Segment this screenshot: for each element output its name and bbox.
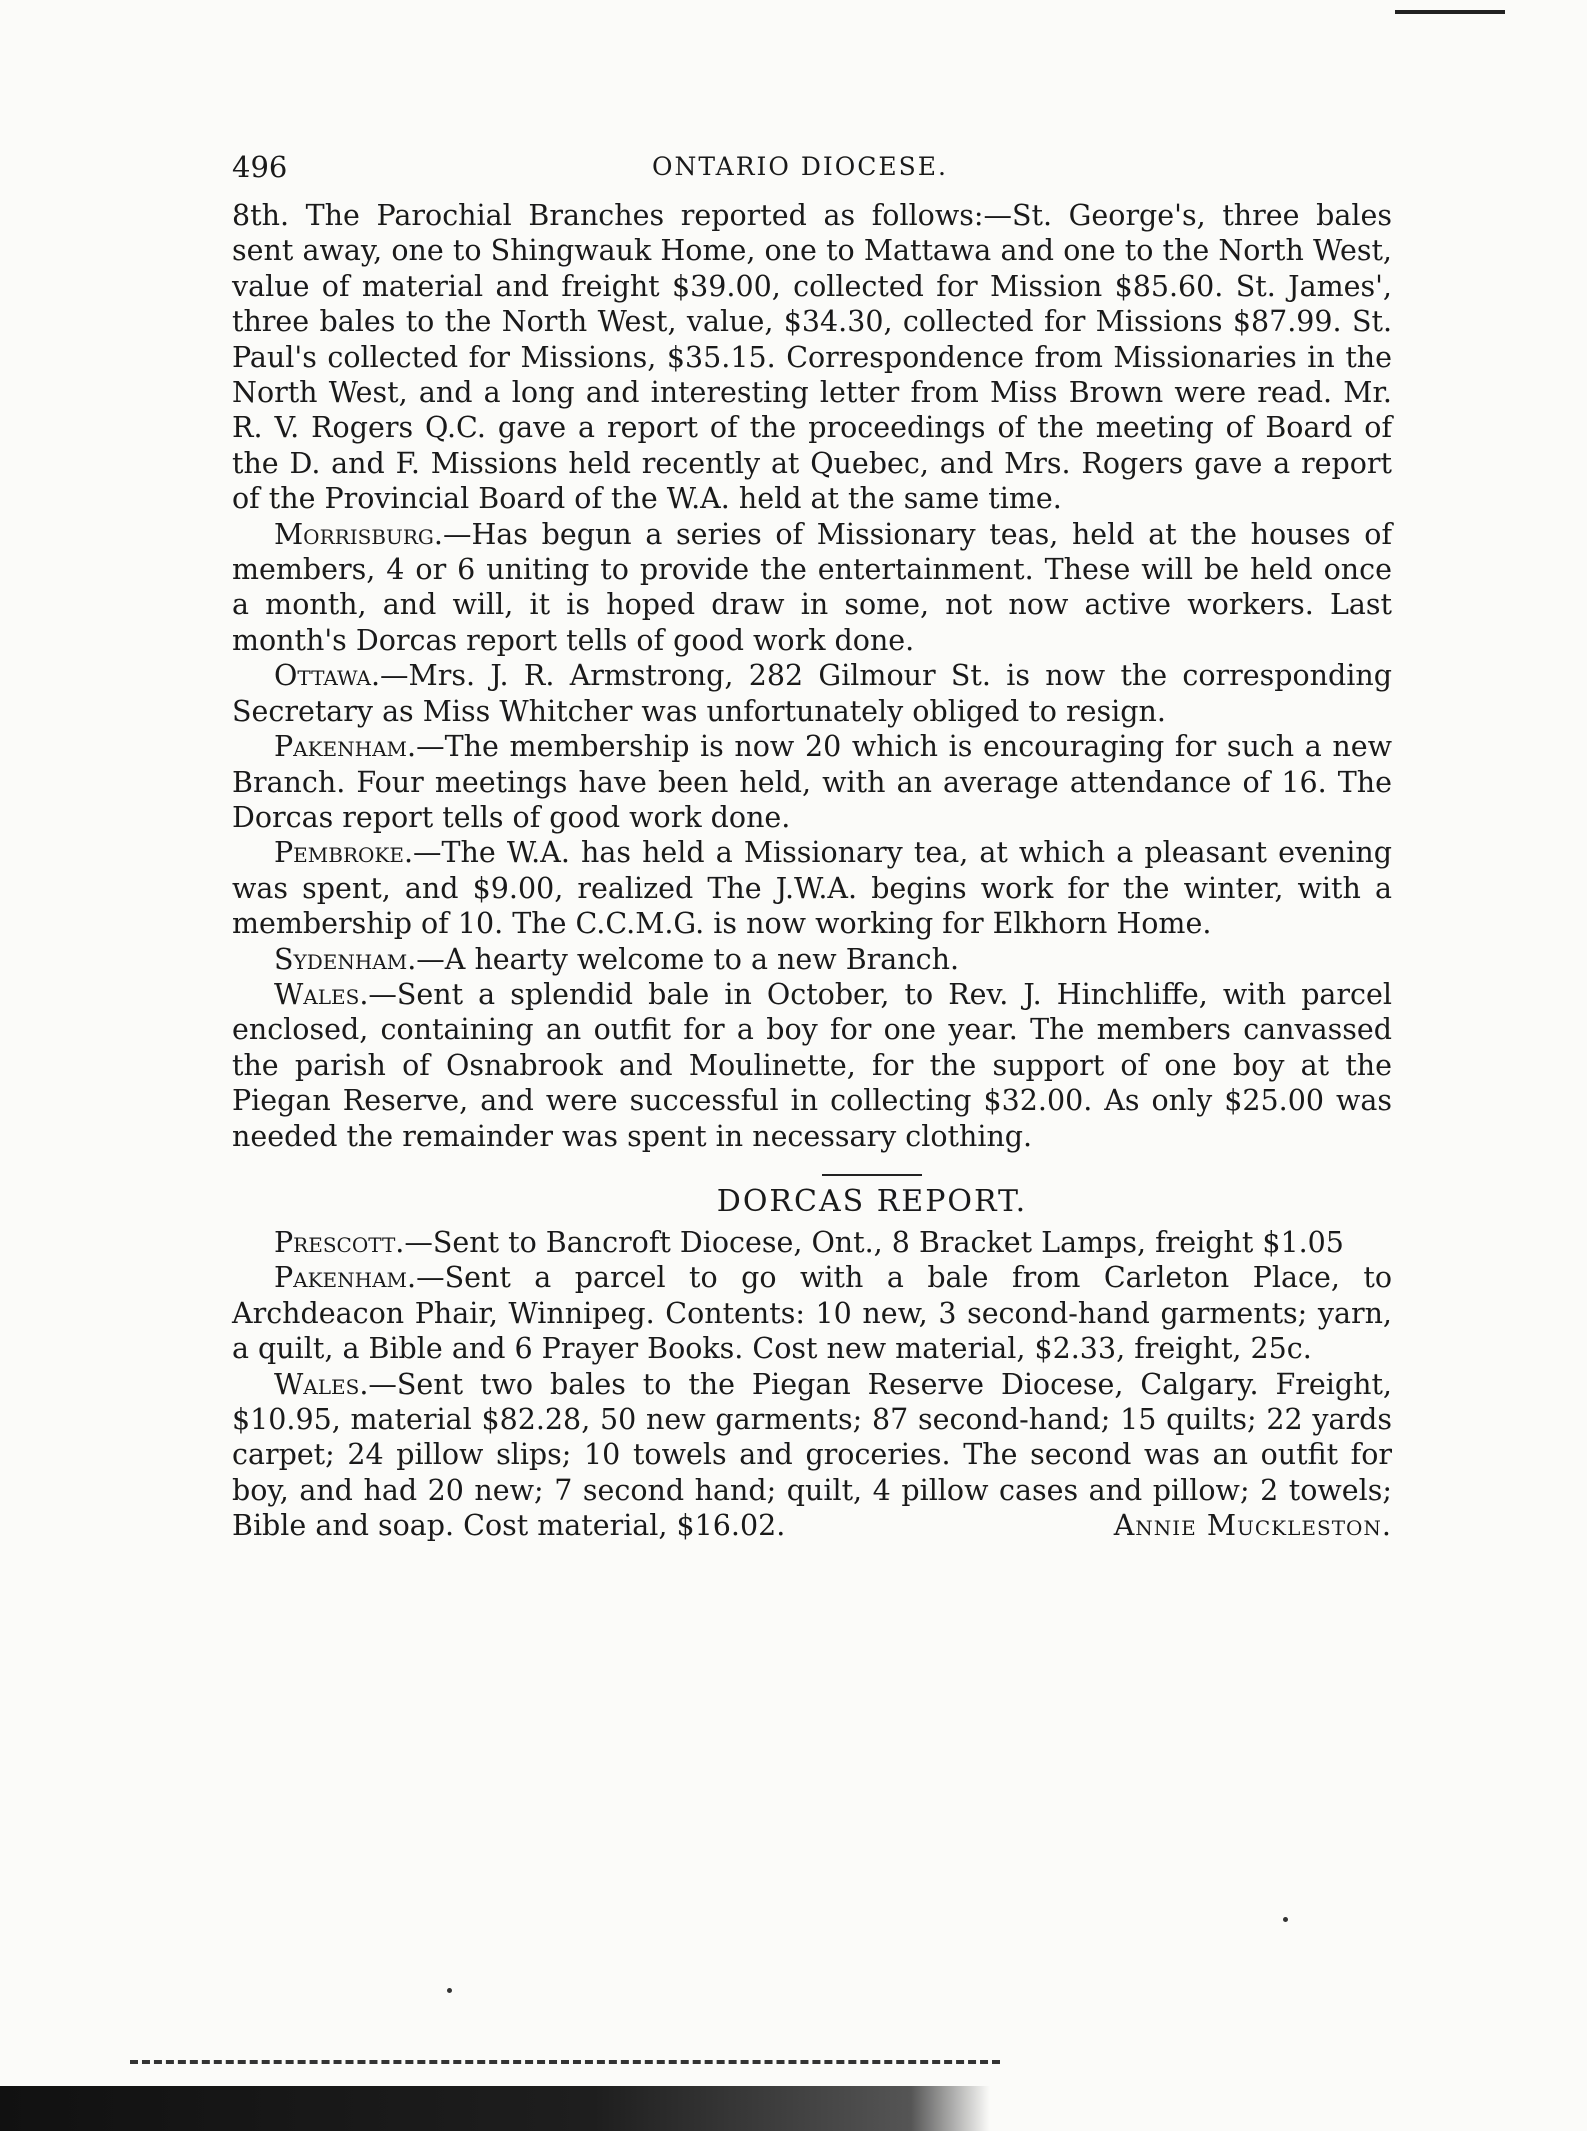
signature: Annie Muckleston. <box>1113 1509 1392 1543</box>
paragraph-morrisburg <box>232 517 1392 659</box>
page-header <box>232 150 1392 198</box>
paragraph-ottawa <box>232 658 1392 729</box>
dorcas-name-pakenham: Pakenham. <box>274 1261 417 1295</box>
branch-name-pembroke: Pembroke. <box>274 836 414 870</box>
dorcas-text-prescott: —Sent to Bancroft Diocese, Ont., 8 Bracket Lamps, freight $1.05 <box>404 1225 1344 1259</box>
branch-text-pakenham: —The membership is now 20 which is encouraging for such a new Branch. Four meetings have been held, with an average attendance of 16. The Dorcas report tells of good work done. <box>232 730 1392 834</box>
section-title-dorcas-report: DORCAS REPORT. <box>716 1183 1028 1219</box>
branch-name-wales: Wales. <box>274 977 369 1011</box>
paragraph-sydenham <box>232 942 1392 977</box>
top-rule <box>1395 10 1505 14</box>
branch-text-wales: —Sent a splendid bale in October, to Rev. J. Hinchliffe, with parcel enclosed, containing an outfit for a boy for one year. The members canvassed the parish of Osnabrook and Moulinette, for the support of one boy at the Piegan Reserve, and were successful in collecting $32.00. As only $25.00 was needed the remainder was spent in necessary clothing. <box>232 977 1392 1153</box>
branch-text-morrisburg: —Has begun a series of Missionary teas, held at the houses of members, 4 or 6 uniting to provide the entertainment. These will be held once a month, and will, it is hoped draw in some, not now active workers. Last month's Dorcas report tells of good work done. <box>232 517 1392 657</box>
paragraph-pembroke <box>232 835 1392 941</box>
scan-edge-dashes <box>130 2060 1000 2064</box>
branch-text-sydenham: —A hearty welcome to a new Branch. <box>416 942 960 976</box>
dorcas-paragraph-wales <box>232 1367 1392 1544</box>
branch-text-ottawa: —Mrs. J. R. Armstrong, 282 Gilmour St. is now the corresponding Secretary as Miss Whitcher was unfortunately obliged to resign. <box>232 659 1392 728</box>
section-divider <box>822 1174 922 1176</box>
branch-name-ottawa: Ottawa. <box>274 659 381 693</box>
branch-name-pakenham: Pakenham. <box>274 730 417 764</box>
paragraph-wales <box>232 977 1392 1154</box>
dorcas-name-wales: Wales. <box>274 1367 369 1401</box>
paragraph-parochial-branches: 8th. The Parochial Branches reported as follows:—St. George's, three bales sent away, one to Shingwauk Home, one to Mattawa and one to the North West, value of material and freight $39.00, collected for Mission $85.60. St. James', three bales to the North West, value, $34.30, collected for Missions $87.99. St. Paul's collected for Missions, $35.15. Correspondence from Missionaries in the North West, and a long and interesting letter from Miss Brown were read. Mr. R. V. Rogers Q.C. gave a report of the proceedings of the meeting of Board of the D. and F. Missions held recently at Quebec, and Mrs. Rogers gave a report of the Provincial Board of the W.A. held at the same time. <box>232 199 1392 516</box>
dorcas-paragraph-pakenham <box>232 1260 1392 1366</box>
dorcas-paragraph-prescott <box>232 1225 1392 1260</box>
page-number: 496 <box>232 150 288 184</box>
dorcas-name-prescott: Prescott. <box>274 1225 405 1259</box>
print-speck <box>1283 1917 1288 1922</box>
page <box>232 150 1392 1544</box>
branch-name-morrisburg: Morrisburg. <box>274 517 443 551</box>
branch-name-sydenham: Sydenham. <box>274 942 417 976</box>
scan-edge-bar <box>0 2086 990 2131</box>
branch-text-pembroke: —The W.A. has held a Missionary tea, at which a pleasant evening was spent, and $9.00, realized The J.W.A. begins work for the winter, with a membership of 10. The C.C.M.G. is now working for Elkhorn Home. <box>232 836 1392 941</box>
dorcas-text-wales: —Sent two bales to the Piegan Reserve Diocese, Calgary. Freight, $10.95, material $82.28, 50 new garments; 87 second-hand; 15 quilts; 22 yards carpet; 24 pillow slips; 10 towels and groceries. The second was an outfit for boy, and had 20 new; 7 second hand; quilt, 4 pillow cases and pillow; 2 towels; Bible and soap. Cost material, $16.02. <box>232 1367 1392 1543</box>
dorcas-text-pakenham: —Sent a parcel to go with a bale from Carleton Place, to Archdeacon Phair, Winnipeg. Contents: 10 new, 3 second-hand garments; yarn, a quilt, a Bible and 6 Prayer Books. Cost new material, $2.33, freight, 25c. <box>232 1261 1392 1366</box>
print-speck <box>447 1988 452 1993</box>
running-title: ONTARIO DIOCESE. <box>652 152 948 181</box>
paragraph-pakenham <box>232 729 1392 835</box>
